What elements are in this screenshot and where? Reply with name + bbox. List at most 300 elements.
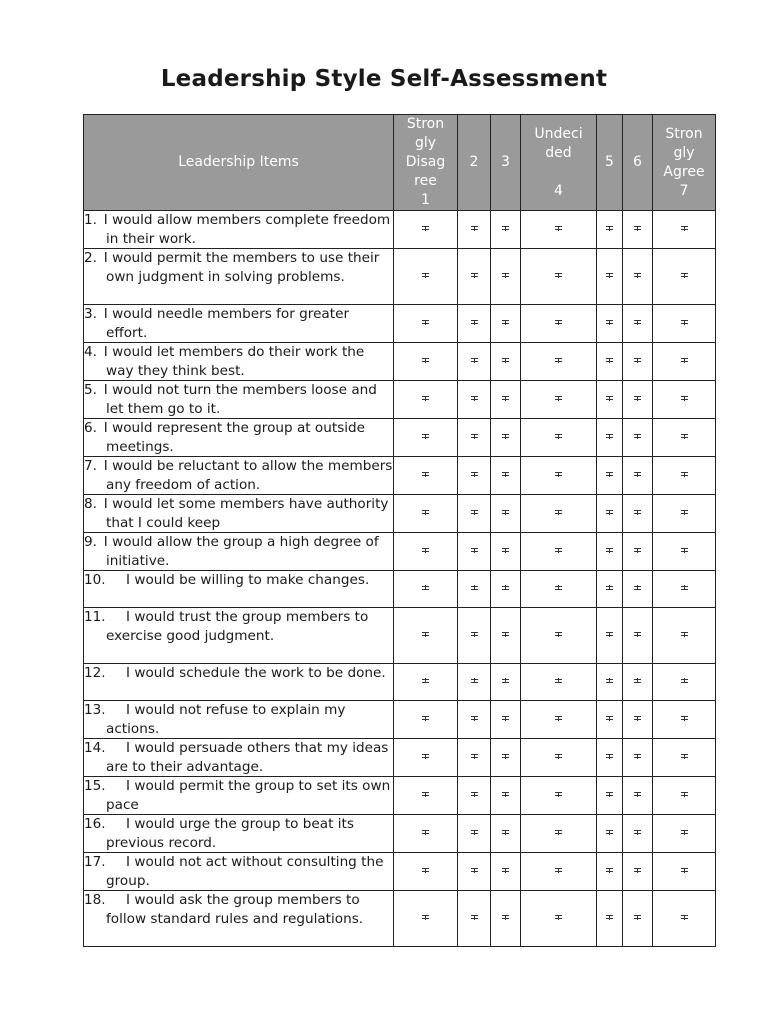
rating-cell-6[interactable] <box>623 419 653 457</box>
rating-cell-5[interactable] <box>597 777 623 815</box>
rating-cell-2[interactable] <box>458 305 491 343</box>
rating-cell-2[interactable] <box>458 777 491 815</box>
leadership-item <box>84 249 394 305</box>
rating-cell-5[interactable] <box>597 533 623 571</box>
assessment-table <box>83 114 716 947</box>
rating-cell-5[interactable] <box>597 815 623 853</box>
column-header-rating-1 <box>394 115 458 211</box>
rating-cell-2[interactable] <box>458 249 491 305</box>
checkbox-mark-icon <box>634 226 641 232</box>
checkbox-mark-icon <box>555 510 562 516</box>
rating-cell-3[interactable] <box>491 211 521 249</box>
column-header-rating-7 <box>653 115 716 211</box>
leadership-item-text: 11. I would trust the group members to exercise good judgment. <box>84 609 369 644</box>
rating-cell-5[interactable] <box>597 853 623 891</box>
rating-cell-1[interactable] <box>394 853 458 891</box>
rating-cell-1[interactable] <box>394 608 458 664</box>
rating-cell-4[interactable] <box>521 608 597 664</box>
checkbox-mark-icon <box>681 396 688 402</box>
rating-cell-1[interactable] <box>394 343 458 381</box>
rating-header-label: Stron gly Disag ree 1 <box>405 116 446 208</box>
rating-cell-4[interactable] <box>521 739 597 777</box>
checkbox-mark-icon <box>634 358 641 364</box>
rating-cell-6[interactable] <box>623 249 653 305</box>
rating-cell-5[interactable] <box>597 608 623 664</box>
checkbox-mark-icon <box>502 548 509 554</box>
rating-cell-1[interactable] <box>394 249 458 305</box>
checkbox-mark-icon <box>606 754 613 760</box>
rating-cell-1[interactable] <box>394 815 458 853</box>
rating-cell-7[interactable] <box>653 739 716 777</box>
checkbox-mark-icon <box>471 320 478 326</box>
checkbox-mark-icon <box>422 792 429 798</box>
checkbox-mark-icon <box>606 678 613 684</box>
table-row <box>84 533 716 571</box>
column-header-rating-2 <box>458 115 491 211</box>
checkbox-mark-icon <box>634 792 641 798</box>
checkbox-mark-icon <box>681 548 688 554</box>
checkbox-mark-icon <box>681 632 688 638</box>
column-header-rating-5 <box>597 115 623 211</box>
checkbox-mark-icon <box>634 548 641 554</box>
rating-cell-1[interactable] <box>394 664 458 701</box>
rating-cell-1[interactable] <box>394 495 458 533</box>
checkbox-mark-icon <box>606 830 613 836</box>
rating-cell-2[interactable] <box>458 211 491 249</box>
rating-header-label: Undeci ded 4 <box>534 125 583 199</box>
checkbox-mark-icon <box>471 915 478 921</box>
checkbox-mark-icon <box>681 868 688 874</box>
rating-cell-3[interactable] <box>491 457 521 495</box>
rating-cell-7[interactable] <box>653 853 716 891</box>
leadership-item-text: 9. I would allow the group a high degree of initiative. <box>84 534 379 569</box>
checkbox-mark-icon <box>606 396 613 402</box>
rating-cell-7[interactable] <box>653 495 716 533</box>
checkbox-mark-icon <box>681 358 688 364</box>
table-row <box>84 853 716 891</box>
leadership-item <box>84 739 394 777</box>
checkbox-mark-icon <box>422 632 429 638</box>
table-row <box>84 571 716 608</box>
rating-cell-1[interactable] <box>394 571 458 608</box>
checkbox-mark-icon <box>606 548 613 554</box>
leadership-item <box>84 211 394 249</box>
checkbox-mark-icon <box>422 320 429 326</box>
leadership-item-text: 15. I would permit the group to set its own pace <box>84 778 391 813</box>
rating-cell-2[interactable] <box>458 343 491 381</box>
checkbox-mark-icon <box>502 226 509 232</box>
rating-cell-5[interactable] <box>597 701 623 739</box>
checkbox-mark-icon <box>471 548 478 554</box>
checkbox-mark-icon <box>634 716 641 722</box>
checkbox-mark-icon <box>606 226 613 232</box>
rating-cell-1[interactable] <box>394 211 458 249</box>
leadership-item <box>84 701 394 739</box>
checkbox-mark-icon <box>422 716 429 722</box>
rating-cell-7[interactable] <box>653 343 716 381</box>
rating-cell-6[interactable] <box>623 571 653 608</box>
rating-cell-7[interactable] <box>653 305 716 343</box>
rating-header-label: 5 <box>605 154 614 170</box>
rating-cell-4[interactable] <box>521 664 597 701</box>
checkbox-mark-icon <box>502 472 509 478</box>
checkbox-mark-icon <box>634 678 641 684</box>
rating-cell-4[interactable] <box>521 343 597 381</box>
rating-cell-1[interactable] <box>394 739 458 777</box>
leadership-item <box>84 533 394 571</box>
rating-cell-3[interactable] <box>491 777 521 815</box>
checkbox-mark-icon <box>471 678 478 684</box>
rating-header-label: 2 <box>469 154 479 170</box>
rating-cell-3[interactable] <box>491 891 521 947</box>
rating-cell-5[interactable] <box>597 457 623 495</box>
rating-cell-6[interactable] <box>623 608 653 664</box>
checkbox-mark-icon <box>502 585 509 591</box>
checkbox-mark-icon <box>471 472 478 478</box>
checkbox-mark-icon <box>681 585 688 591</box>
rating-cell-5[interactable] <box>597 495 623 533</box>
leadership-item-text: 10. I would be willing to make changes. <box>84 572 370 588</box>
checkbox-mark-icon <box>634 585 641 591</box>
column-header-label: Leadership Items <box>178 154 299 170</box>
rating-cell-1[interactable] <box>394 891 458 947</box>
rating-cell-4[interactable] <box>521 457 597 495</box>
rating-cell-7[interactable] <box>653 419 716 457</box>
rating-cell-5[interactable] <box>597 739 623 777</box>
rating-cell-3[interactable] <box>491 305 521 343</box>
rating-cell-4[interactable] <box>521 701 597 739</box>
leadership-item <box>84 305 394 343</box>
leadership-item <box>84 815 394 853</box>
rating-cell-7[interactable] <box>653 608 716 664</box>
checkbox-mark-icon <box>555 632 562 638</box>
table-row <box>84 701 716 739</box>
checkbox-mark-icon <box>422 830 429 836</box>
rating-cell-3[interactable] <box>491 701 521 739</box>
rating-cell-6[interactable] <box>623 381 653 419</box>
rating-cell-7[interactable] <box>653 381 716 419</box>
table-row <box>84 211 716 249</box>
checkbox-mark-icon <box>422 585 429 591</box>
table-row <box>84 777 716 815</box>
checkbox-mark-icon <box>422 396 429 402</box>
rating-cell-4[interactable] <box>521 381 597 419</box>
rating-cell-3[interactable] <box>491 664 521 701</box>
rating-cell-2[interactable] <box>458 608 491 664</box>
leadership-item <box>84 853 394 891</box>
checkbox-mark-icon <box>634 868 641 874</box>
checkbox-mark-icon <box>681 434 688 440</box>
checkbox-mark-icon <box>502 273 509 279</box>
checkbox-mark-icon <box>422 678 429 684</box>
rating-cell-7[interactable] <box>653 701 716 739</box>
leadership-item-text: 17. I would not act without consulting the group. <box>84 854 384 889</box>
rating-cell-4[interactable] <box>521 777 597 815</box>
checkbox-mark-icon <box>555 472 562 478</box>
rating-cell-2[interactable] <box>458 533 491 571</box>
rating-cell-3[interactable] <box>491 853 521 891</box>
rating-cell-3[interactable] <box>491 533 521 571</box>
checkbox-mark-icon <box>634 320 641 326</box>
checkbox-mark-icon <box>634 830 641 836</box>
checkbox-mark-icon <box>502 678 509 684</box>
checkbox-mark-icon <box>471 868 478 874</box>
checkbox-mark-icon <box>606 868 613 874</box>
checkbox-mark-icon <box>681 678 688 684</box>
checkbox-mark-icon <box>606 585 613 591</box>
table-row <box>84 891 716 947</box>
rating-cell-2[interactable] <box>458 381 491 419</box>
checkbox-mark-icon <box>634 510 641 516</box>
table-row <box>84 608 716 664</box>
rating-cell-1[interactable] <box>394 533 458 571</box>
checkbox-mark-icon <box>555 868 562 874</box>
leadership-item-text: 18. I would ask the group members to follow standard rules and regulations. <box>84 892 364 927</box>
leadership-item-text: 14. I would persuade others that my ideas are to their advantage. <box>84 740 389 775</box>
leadership-item-text: 13. I would not refuse to explain my actions. <box>84 702 346 737</box>
checkbox-mark-icon <box>606 510 613 516</box>
checkbox-mark-icon <box>502 320 509 326</box>
leadership-item-text: 6. I would represent the group at outside meetings. <box>84 420 366 455</box>
rating-cell-2[interactable] <box>458 701 491 739</box>
rating-cell-5[interactable] <box>597 211 623 249</box>
table-body <box>84 211 716 947</box>
column-header-items <box>84 115 394 211</box>
rating-cell-5[interactable] <box>597 891 623 947</box>
rating-cell-6[interactable] <box>623 533 653 571</box>
checkbox-mark-icon <box>502 868 509 874</box>
leadership-item <box>84 419 394 457</box>
checkbox-mark-icon <box>681 273 688 279</box>
rating-cell-7[interactable] <box>653 664 716 701</box>
rating-cell-4[interactable] <box>521 891 597 947</box>
rating-cell-2[interactable] <box>458 495 491 533</box>
checkbox-mark-icon <box>634 273 641 279</box>
checkbox-mark-icon <box>422 868 429 874</box>
rating-cell-5[interactable] <box>597 381 623 419</box>
rating-cell-6[interactable] <box>623 853 653 891</box>
rating-cell-6[interactable] <box>623 211 653 249</box>
rating-cell-1[interactable] <box>394 381 458 419</box>
checkbox-mark-icon <box>634 754 641 760</box>
checkbox-mark-icon <box>422 510 429 516</box>
page-title: Leadership Style Self-Assessment <box>160 66 608 92</box>
rating-cell-7[interactable] <box>653 891 716 947</box>
checkbox-mark-icon <box>502 830 509 836</box>
rating-cell-6[interactable] <box>623 495 653 533</box>
checkbox-mark-icon <box>471 716 478 722</box>
rating-cell-7[interactable] <box>653 249 716 305</box>
rating-cell-2[interactable] <box>458 815 491 853</box>
checkbox-mark-icon <box>606 792 613 798</box>
leadership-item-text: 16. I would urge the group to beat its previous record. <box>84 816 354 851</box>
checkbox-mark-icon <box>471 510 478 516</box>
rating-cell-3[interactable] <box>491 815 521 853</box>
rating-header-label: 6 <box>633 154 642 170</box>
rating-cell-2[interactable] <box>458 419 491 457</box>
rating-cell-3[interactable] <box>491 608 521 664</box>
table-row <box>84 457 716 495</box>
checkbox-mark-icon <box>471 226 478 232</box>
checkbox-mark-icon <box>502 754 509 760</box>
table-row <box>84 495 716 533</box>
checkbox-mark-icon <box>681 792 688 798</box>
table-row <box>84 305 716 343</box>
rating-cell-4[interactable] <box>521 305 597 343</box>
checkbox-mark-icon <box>634 915 641 921</box>
leadership-item <box>84 891 394 947</box>
checkbox-mark-icon <box>681 915 688 921</box>
leadership-item-text: 4. I would let members do their work the way they think best. <box>84 344 365 379</box>
checkbox-mark-icon <box>555 716 562 722</box>
rating-cell-2[interactable] <box>458 457 491 495</box>
checkbox-mark-icon <box>555 754 562 760</box>
rating-cell-4[interactable] <box>521 419 597 457</box>
rating-cell-6[interactable] <box>623 343 653 381</box>
rating-cell-6[interactable] <box>623 457 653 495</box>
rating-cell-4[interactable] <box>521 249 597 305</box>
checkbox-mark-icon <box>471 358 478 364</box>
rating-cell-7[interactable] <box>653 457 716 495</box>
rating-cell-1[interactable] <box>394 419 458 457</box>
checkbox-mark-icon <box>606 472 613 478</box>
checkbox-mark-icon <box>471 434 478 440</box>
checkbox-mark-icon <box>422 273 429 279</box>
leadership-item <box>84 571 394 608</box>
checkbox-mark-icon <box>422 358 429 364</box>
checkbox-mark-icon <box>681 830 688 836</box>
rating-cell-3[interactable] <box>491 249 521 305</box>
checkbox-mark-icon <box>634 472 641 478</box>
rating-cell-6[interactable] <box>623 777 653 815</box>
checkbox-mark-icon <box>681 716 688 722</box>
column-header-rating-4 <box>521 115 597 211</box>
rating-cell-2[interactable] <box>458 853 491 891</box>
rating-cell-6[interactable] <box>623 664 653 701</box>
checkbox-mark-icon <box>502 915 509 921</box>
rating-cell-1[interactable] <box>394 305 458 343</box>
rating-cell-5[interactable] <box>597 571 623 608</box>
checkbox-mark-icon <box>502 434 509 440</box>
table-row <box>84 815 716 853</box>
checkbox-mark-icon <box>555 830 562 836</box>
rating-cell-6[interactable] <box>623 739 653 777</box>
rating-cell-2[interactable] <box>458 891 491 947</box>
checkbox-mark-icon <box>502 792 509 798</box>
rating-cell-3[interactable] <box>491 495 521 533</box>
checkbox-mark-icon <box>422 472 429 478</box>
checkbox-mark-icon <box>502 632 509 638</box>
checkbox-mark-icon <box>471 396 478 402</box>
rating-cell-7[interactable] <box>653 533 716 571</box>
rating-cell-4[interactable] <box>521 495 597 533</box>
rating-header-label: Stron gly Agree 7 <box>663 125 705 199</box>
checkbox-mark-icon <box>422 226 429 232</box>
rating-cell-6[interactable] <box>623 701 653 739</box>
checkbox-mark-icon <box>471 632 478 638</box>
rating-cell-4[interactable] <box>521 211 597 249</box>
rating-cell-7[interactable] <box>653 571 716 608</box>
rating-cell-3[interactable] <box>491 343 521 381</box>
checkbox-mark-icon <box>634 632 641 638</box>
checkbox-mark-icon <box>681 754 688 760</box>
checkbox-mark-icon <box>606 632 613 638</box>
checkbox-mark-icon <box>606 358 613 364</box>
rating-cell-2[interactable] <box>458 739 491 777</box>
checkbox-mark-icon <box>502 510 509 516</box>
checkbox-mark-icon <box>606 716 613 722</box>
column-header-rating-6 <box>623 115 653 211</box>
rating-cell-3[interactable] <box>491 739 521 777</box>
checkbox-mark-icon <box>555 434 562 440</box>
rating-cell-5[interactable] <box>597 664 623 701</box>
rating-cell-4[interactable] <box>521 533 597 571</box>
rating-cell-5[interactable] <box>597 419 623 457</box>
rating-cell-7[interactable] <box>653 777 716 815</box>
leadership-item <box>84 777 394 815</box>
checkbox-mark-icon <box>555 226 562 232</box>
checkbox-mark-icon <box>502 358 509 364</box>
checkbox-mark-icon <box>555 396 562 402</box>
leadership-item <box>84 495 394 533</box>
checkbox-mark-icon <box>471 273 478 279</box>
checkbox-mark-icon <box>606 273 613 279</box>
checkbox-mark-icon <box>555 585 562 591</box>
rating-cell-2[interactable] <box>458 571 491 608</box>
rating-cell-3[interactable] <box>491 571 521 608</box>
rating-cell-3[interactable] <box>491 419 521 457</box>
rating-cell-7[interactable] <box>653 211 716 249</box>
rating-cell-4[interactable] <box>521 815 597 853</box>
leadership-item <box>84 381 394 419</box>
rating-cell-1[interactable] <box>394 701 458 739</box>
column-header-rating-3 <box>491 115 521 211</box>
rating-cell-5[interactable] <box>597 249 623 305</box>
rating-cell-1[interactable] <box>394 457 458 495</box>
checkbox-mark-icon <box>555 548 562 554</box>
rating-cell-7[interactable] <box>653 815 716 853</box>
rating-cell-6[interactable] <box>623 891 653 947</box>
leadership-item <box>84 664 394 701</box>
leadership-item-text: 5. I would not turn the members loose and let them go to it. <box>84 382 377 417</box>
rating-cell-4[interactable] <box>521 853 597 891</box>
rating-cell-5[interactable] <box>597 343 623 381</box>
rating-cell-1[interactable] <box>394 777 458 815</box>
table-row <box>84 249 716 305</box>
checkbox-mark-icon <box>634 396 641 402</box>
checkbox-mark-icon <box>555 358 562 364</box>
checkbox-mark-icon <box>471 830 478 836</box>
rating-cell-2[interactable] <box>458 664 491 701</box>
checkbox-mark-icon <box>502 396 509 402</box>
checkbox-mark-icon <box>555 320 562 326</box>
table-row <box>84 419 716 457</box>
rating-cell-6[interactable] <box>623 305 653 343</box>
table-row <box>84 343 716 381</box>
rating-cell-5[interactable] <box>597 305 623 343</box>
checkbox-mark-icon <box>606 434 613 440</box>
leadership-item <box>84 457 394 495</box>
checkbox-mark-icon <box>681 320 688 326</box>
checkbox-mark-icon <box>471 585 478 591</box>
rating-cell-3[interactable] <box>491 381 521 419</box>
rating-cell-6[interactable] <box>623 815 653 853</box>
rating-cell-4[interactable] <box>521 571 597 608</box>
checkbox-mark-icon <box>555 678 562 684</box>
checkbox-mark-icon <box>471 754 478 760</box>
checkbox-mark-icon <box>555 273 562 279</box>
checkbox-mark-icon <box>681 510 688 516</box>
